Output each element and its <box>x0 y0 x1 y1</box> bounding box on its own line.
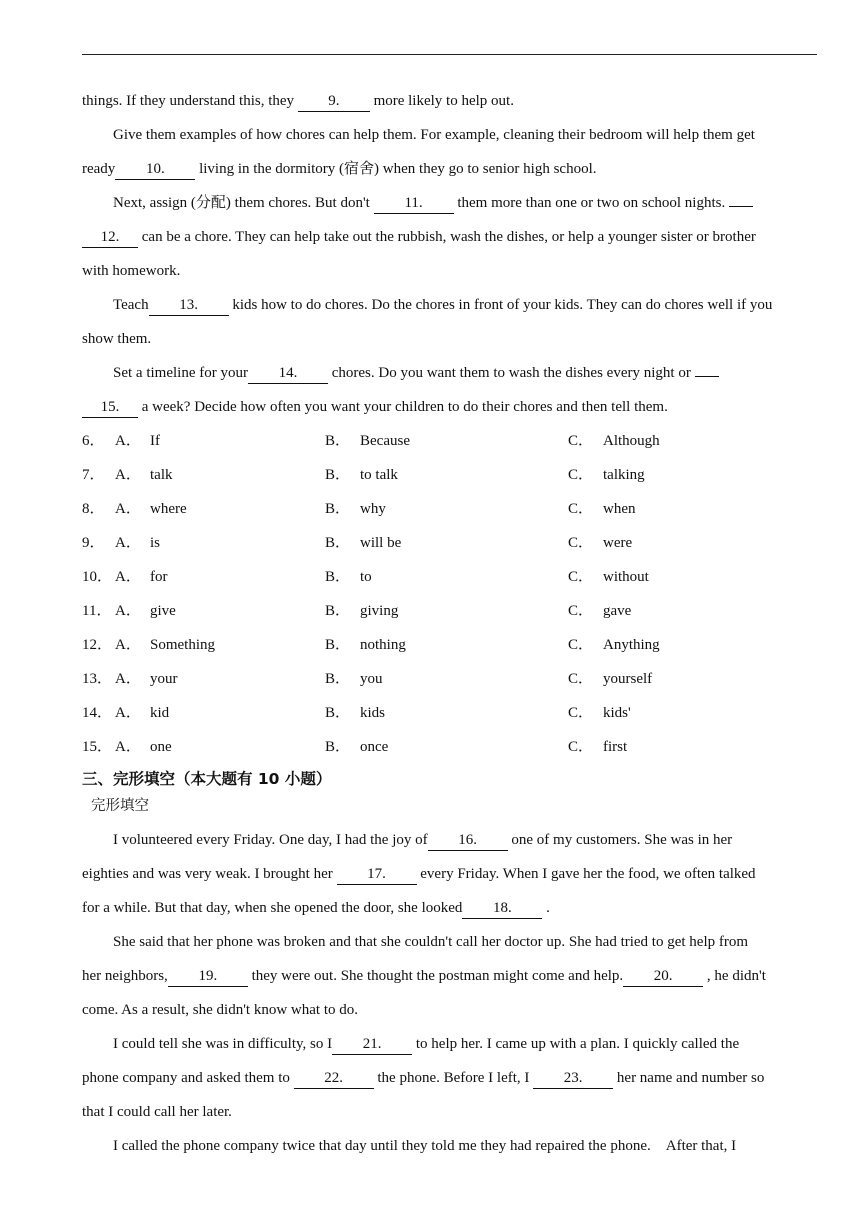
option-a[interactable]: If <box>150 433 160 449</box>
question-number: 14． <box>82 705 113 721</box>
passage-line <box>82 1129 818 1163</box>
option-letter: C． <box>568 637 594 653</box>
answer-blank: 21. <box>332 1034 412 1055</box>
option-a[interactable]: for <box>150 569 168 585</box>
option-c[interactable]: without <box>603 569 649 585</box>
document-content <box>82 84 818 1163</box>
passage-line <box>82 118 818 152</box>
line-text: ready <box>82 161 116 177</box>
question-row <box>82 594 818 628</box>
question-number: 10． <box>82 569 113 585</box>
option-c[interactable]: gave <box>603 603 632 619</box>
line-text: her name and number so <box>613 1070 765 1086</box>
answer-blank: 12. <box>82 227 138 248</box>
question-number: 15． <box>82 739 113 755</box>
line-text: to help her. I came up with a plan. I quickly called the <box>412 1036 740 1052</box>
blank-underline <box>695 376 719 377</box>
option-letter: A． <box>115 705 141 721</box>
answer-blank: 23. <box>533 1068 613 1089</box>
option-letter: C． <box>568 671 594 687</box>
question-row <box>82 662 818 696</box>
line-text: chores. Do you want them to wash the dishes every night or <box>327 365 695 381</box>
question-row <box>82 628 818 662</box>
line-text: the phone. Before I left, I <box>373 1070 534 1086</box>
passage-line <box>82 993 818 1027</box>
question-number: 6． <box>82 433 105 449</box>
passage-line <box>82 254 818 288</box>
question-number: 11． <box>82 603 112 619</box>
blank-underline <box>729 206 753 207</box>
option-letter: B． <box>325 739 351 755</box>
answer-blank: 15. <box>82 397 138 418</box>
option-letter: B． <box>325 671 351 687</box>
line-text: with homework. <box>82 263 181 279</box>
option-b[interactable]: to <box>360 569 372 585</box>
option-letter: C． <box>568 739 594 755</box>
line-text: She said that her phone was broken and that she couldn't call her doctor up. She had tried to get help from <box>113 934 749 950</box>
line-text: can be a chore. They can help take out the rubbish, wash the dishes, or help a younger sister or brother <box>138 229 756 245</box>
question-number: 8． <box>82 501 105 517</box>
passage-line <box>82 823 818 857</box>
passage-line <box>82 891 818 925</box>
line-text: come. As a result, she didn't know what to do. <box>82 1002 358 1018</box>
option-a[interactable]: Something <box>150 637 216 653</box>
option-b[interactable]: giving <box>360 603 399 619</box>
passage-line <box>82 390 818 424</box>
question-list <box>82 424 818 764</box>
passage-line <box>82 925 818 959</box>
option-c[interactable]: Anything <box>603 637 660 653</box>
passage-line <box>82 959 818 993</box>
answer-blank: 9. <box>298 91 370 112</box>
option-letter: A． <box>115 603 141 619</box>
option-letter: A． <box>115 739 141 755</box>
option-letter: B． <box>325 603 351 619</box>
question-row <box>82 730 818 764</box>
option-letter: C． <box>568 433 594 449</box>
option-c[interactable]: were <box>603 535 633 551</box>
option-b[interactable]: to talk <box>360 467 398 483</box>
option-letter: C． <box>568 569 594 585</box>
line-text: more likely to help out. <box>369 93 514 109</box>
option-letter: B． <box>325 501 351 517</box>
question-row <box>82 458 818 492</box>
option-letter: B． <box>325 705 351 721</box>
option-a[interactable]: one <box>150 739 172 755</box>
line-text: Next, assign (分配) them chores. But don't <box>113 195 374 211</box>
question-number: 12． <box>82 637 113 653</box>
option-letter: B． <box>325 637 351 653</box>
question-row <box>82 424 818 458</box>
line-text: they were out. She thought the postman might come and help. <box>247 968 624 984</box>
answer-blank: 22. <box>294 1068 374 1089</box>
line-text: Give them examples of how chores can help them. For example, cleaning their bedroom will help them get <box>113 127 755 143</box>
option-letter: B． <box>325 467 351 483</box>
option-letter: A． <box>115 467 141 483</box>
passage-1 <box>82 84 818 424</box>
option-b[interactable]: Because <box>360 433 410 449</box>
passage-line <box>82 1095 818 1129</box>
option-letter: A． <box>115 501 141 517</box>
answer-blank: 16. <box>428 830 508 851</box>
line-text: for a while. But that day, when she opened the door, she looked <box>82 900 463 916</box>
line-text: Set a timeline for your <box>113 365 248 381</box>
passage-line <box>82 84 818 118</box>
question-number: 7． <box>82 467 105 483</box>
line-text: every Friday. When I gave her the food, we often talked <box>416 866 756 882</box>
option-b[interactable]: kids <box>360 705 386 721</box>
passage-2 <box>82 823 818 1163</box>
passage-line <box>82 152 818 186</box>
option-b[interactable]: once <box>360 739 389 755</box>
line-text: that I could call her later. <box>82 1104 232 1120</box>
option-letter: A． <box>115 637 141 653</box>
option-a[interactable]: talk <box>150 467 173 483</box>
line-text: them more than one or two on school nights. <box>453 195 729 211</box>
passage-line <box>82 356 818 390</box>
section-subtitle: 完形填空 <box>91 798 149 814</box>
passage-line <box>82 1027 818 1061</box>
line-text: living in the dormitory (宿舍) when they go to senior high school. <box>195 161 597 177</box>
line-text: a week? Decide how often you want your children to do their chores and then tell them. <box>138 399 668 415</box>
section-title: 三、完形填空（本大题有 10 小题） <box>82 770 332 788</box>
option-c[interactable]: talking <box>603 467 645 483</box>
line-text: eighties and was very weak. I brought her <box>82 866 337 882</box>
answer-blank: 20. <box>623 966 703 987</box>
question-row <box>82 696 818 730</box>
line-text: show them. <box>82 331 152 347</box>
option-letter: C． <box>568 501 594 517</box>
answer-blank: 11. <box>374 193 454 214</box>
option-c[interactable]: yourself <box>603 671 653 687</box>
question-number: 13． <box>82 671 113 687</box>
option-b[interactable]: will be <box>360 535 402 551</box>
header-rule <box>82 54 817 55</box>
line-text: one of my customers. She was in her <box>507 832 733 848</box>
option-a[interactable]: give <box>150 603 176 619</box>
option-letter: B． <box>325 569 351 585</box>
answer-blank: 17. <box>337 864 417 885</box>
option-letter: B． <box>325 433 351 449</box>
option-a[interactable]: kid <box>150 705 170 721</box>
option-b[interactable]: you <box>360 671 383 687</box>
option-a[interactable]: is <box>150 535 161 551</box>
question-row <box>82 526 818 560</box>
question-row <box>82 492 818 526</box>
option-letter: C． <box>568 603 594 619</box>
option-letter: A． <box>115 671 141 687</box>
option-letter: B． <box>325 535 351 551</box>
line-text: I called the phone company twice that day until they told me they had repaired the phone. After that, I <box>113 1138 737 1154</box>
option-letter: C． <box>568 467 594 483</box>
option-c[interactable]: when <box>603 501 636 517</box>
option-c[interactable]: first <box>603 739 628 755</box>
line-text: . <box>542 900 550 916</box>
option-letter: A． <box>115 535 141 551</box>
line-text: kids how to do chores. Do the chores in front of your kids. They can do chores well if you <box>228 297 773 313</box>
line-text: phone company and asked them to <box>82 1070 294 1086</box>
passage-line <box>82 857 818 891</box>
option-letter: C． <box>568 705 594 721</box>
question-number: 9． <box>82 535 105 551</box>
line-text: things. If they understand this, they <box>82 93 298 109</box>
option-a[interactable]: your <box>150 671 178 687</box>
passage-line <box>82 1061 818 1095</box>
line-text: her neighbors, <box>82 968 168 984</box>
option-b[interactable]: why <box>360 501 386 517</box>
line-text: , he didn't <box>703 968 766 984</box>
option-b[interactable]: nothing <box>360 637 406 653</box>
option-c[interactable]: Although <box>603 433 660 449</box>
option-letter: C． <box>568 535 594 551</box>
line-text: I could tell she was in difficulty, so I <box>113 1036 333 1052</box>
option-a[interactable]: where <box>150 501 187 517</box>
answer-blank: 10. <box>115 159 195 180</box>
line-text: Teach <box>113 297 149 313</box>
option-letter: A． <box>115 433 141 449</box>
answer-blank: 19. <box>168 966 248 987</box>
option-letter: A． <box>115 569 141 585</box>
answer-blank: 14. <box>248 363 328 384</box>
option-c[interactable]: kids' <box>603 705 631 721</box>
passage-line <box>82 288 818 322</box>
passage-line <box>82 186 818 220</box>
passage-line <box>82 220 818 254</box>
question-row <box>82 560 818 594</box>
answer-blank: 13. <box>149 295 229 316</box>
answer-blank: 18. <box>462 898 542 919</box>
passage-line <box>82 322 818 356</box>
line-text: I volunteered every Friday. One day, I had the joy of <box>113 832 428 848</box>
